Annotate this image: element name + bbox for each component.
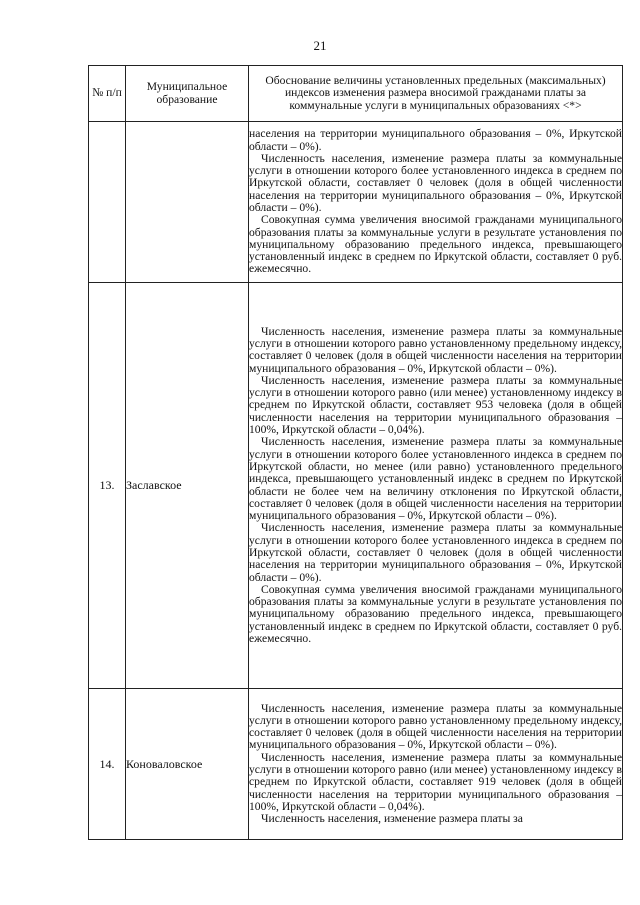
row-municipality: Коноваловское bbox=[126, 689, 249, 840]
row-justification bbox=[249, 122, 623, 283]
paragraph: Численность населения, изменение размера платы за bbox=[261, 812, 523, 826]
paragraph: Совокупная сумма увеличения вносимой гражданами муниципального образования платы за коммунальные услуги в результате установления по муниципальному образованию предельного индекса, превышающего установленный индекс в среднем по Иркутской области, составляет 0 руб. ежемесячно. bbox=[249, 213, 622, 276]
paragraph: Численность населения, изменение размера платы за коммунальные услуги в отношении которого более установленного индекса в среднем по Иркутской области, составляет 0 человек (доля в общей численности населения на территории муниципального образования – 0%, Иркутской области – 0%). bbox=[249, 521, 622, 584]
paragraph: Численность населения, изменение размера платы за коммунальные услуги в отношении которого равно (или менее) установленному индексу в среднем по Иркутской области, составляет 953 человека (доля в общей численности населения на территории муниципального образования – 100%, Иркутской области – 0,04%). bbox=[249, 373, 622, 437]
paragraph: населения на территории муниципального образования – 0%, Иркутской области – 0%). bbox=[249, 127, 622, 153]
row-municipality: Заславское bbox=[126, 283, 249, 689]
table-row bbox=[89, 689, 623, 840]
row-justification bbox=[249, 689, 623, 840]
tariff-index-table bbox=[88, 65, 623, 840]
paragraph: Численность населения, изменение размера платы за коммунальные услуги в отношении которого более установленного индекса в среднем по Иркутской области, составляет 0 человек (доля в общей численности населения на территории муниципального образования – 0%, Иркутской области – 0%). bbox=[249, 151, 622, 214]
table-row bbox=[89, 283, 623, 689]
row-number bbox=[89, 122, 126, 283]
paragraph: Численность населения, изменение размера платы за коммунальные услуги в отношении которого равно установленному предельному индексу, составляет 0 человек (доля в общей численности населения на территории муниципального образования – 0%, Иркутской области – 0%). bbox=[249, 324, 622, 375]
header-num-label: № п/п bbox=[92, 86, 122, 100]
header-justification bbox=[249, 66, 623, 122]
table-row bbox=[89, 122, 623, 283]
header-municipality bbox=[126, 66, 249, 122]
row-number: 13. bbox=[89, 283, 126, 689]
paragraph: Численность населения, изменение размера платы за коммунальные услуги в отношении которого равно установленному предельному индексу, составляет 0 человек (доля в общей численности населения на территории муниципального образования – 0%, Иркутской области – 0%). bbox=[249, 701, 622, 752]
row-justification bbox=[249, 283, 623, 689]
paragraph: Численность населения, изменение размера платы за коммунальные услуги в отношении которого более установленного индекса в среднем по Иркутской области, но менее (или равно) установленного предельного индекса, превышающего установленный индекс в среднем по Иркутской области не более чем на величину отклонения по Иркутской области, составляет 0 человек (доля в общей численности населения на территории муниципального образования – 0%, Иркутской области – 0%). bbox=[249, 435, 622, 523]
row-number: 14. bbox=[89, 689, 126, 840]
header-num bbox=[89, 66, 126, 122]
paragraph: Численность населения, изменение размера платы за коммунальные услуги в отношении которого равно (или менее) установленному индексу в среднем по Иркутской области, составляет 919 человек (доля в общей численности населения на территории муниципального образования – 100%, Иркутской области – 0,04%). bbox=[249, 750, 622, 813]
page-number: 21 bbox=[313, 38, 327, 53]
row-municipality bbox=[126, 122, 249, 283]
header-municipality-label: Муниципальное образование bbox=[146, 80, 228, 106]
table-header-row bbox=[89, 66, 623, 122]
paragraph: Совокупная сумма увеличения вносимой гражданами муниципального образования платы за коммунальные услуги в результате установления по муниципальному образованию предельного индекса, превышающего установленный индекс в среднем по Иркутской области, составляет 0 руб. ежемесячно. bbox=[249, 582, 622, 646]
header-justification-label: Обоснование величины установленных предельных (максимальных) индексов изменения размера вносимой гражданами платы за коммунальные услуги в муниципальных образованиях <*> bbox=[265, 74, 606, 112]
